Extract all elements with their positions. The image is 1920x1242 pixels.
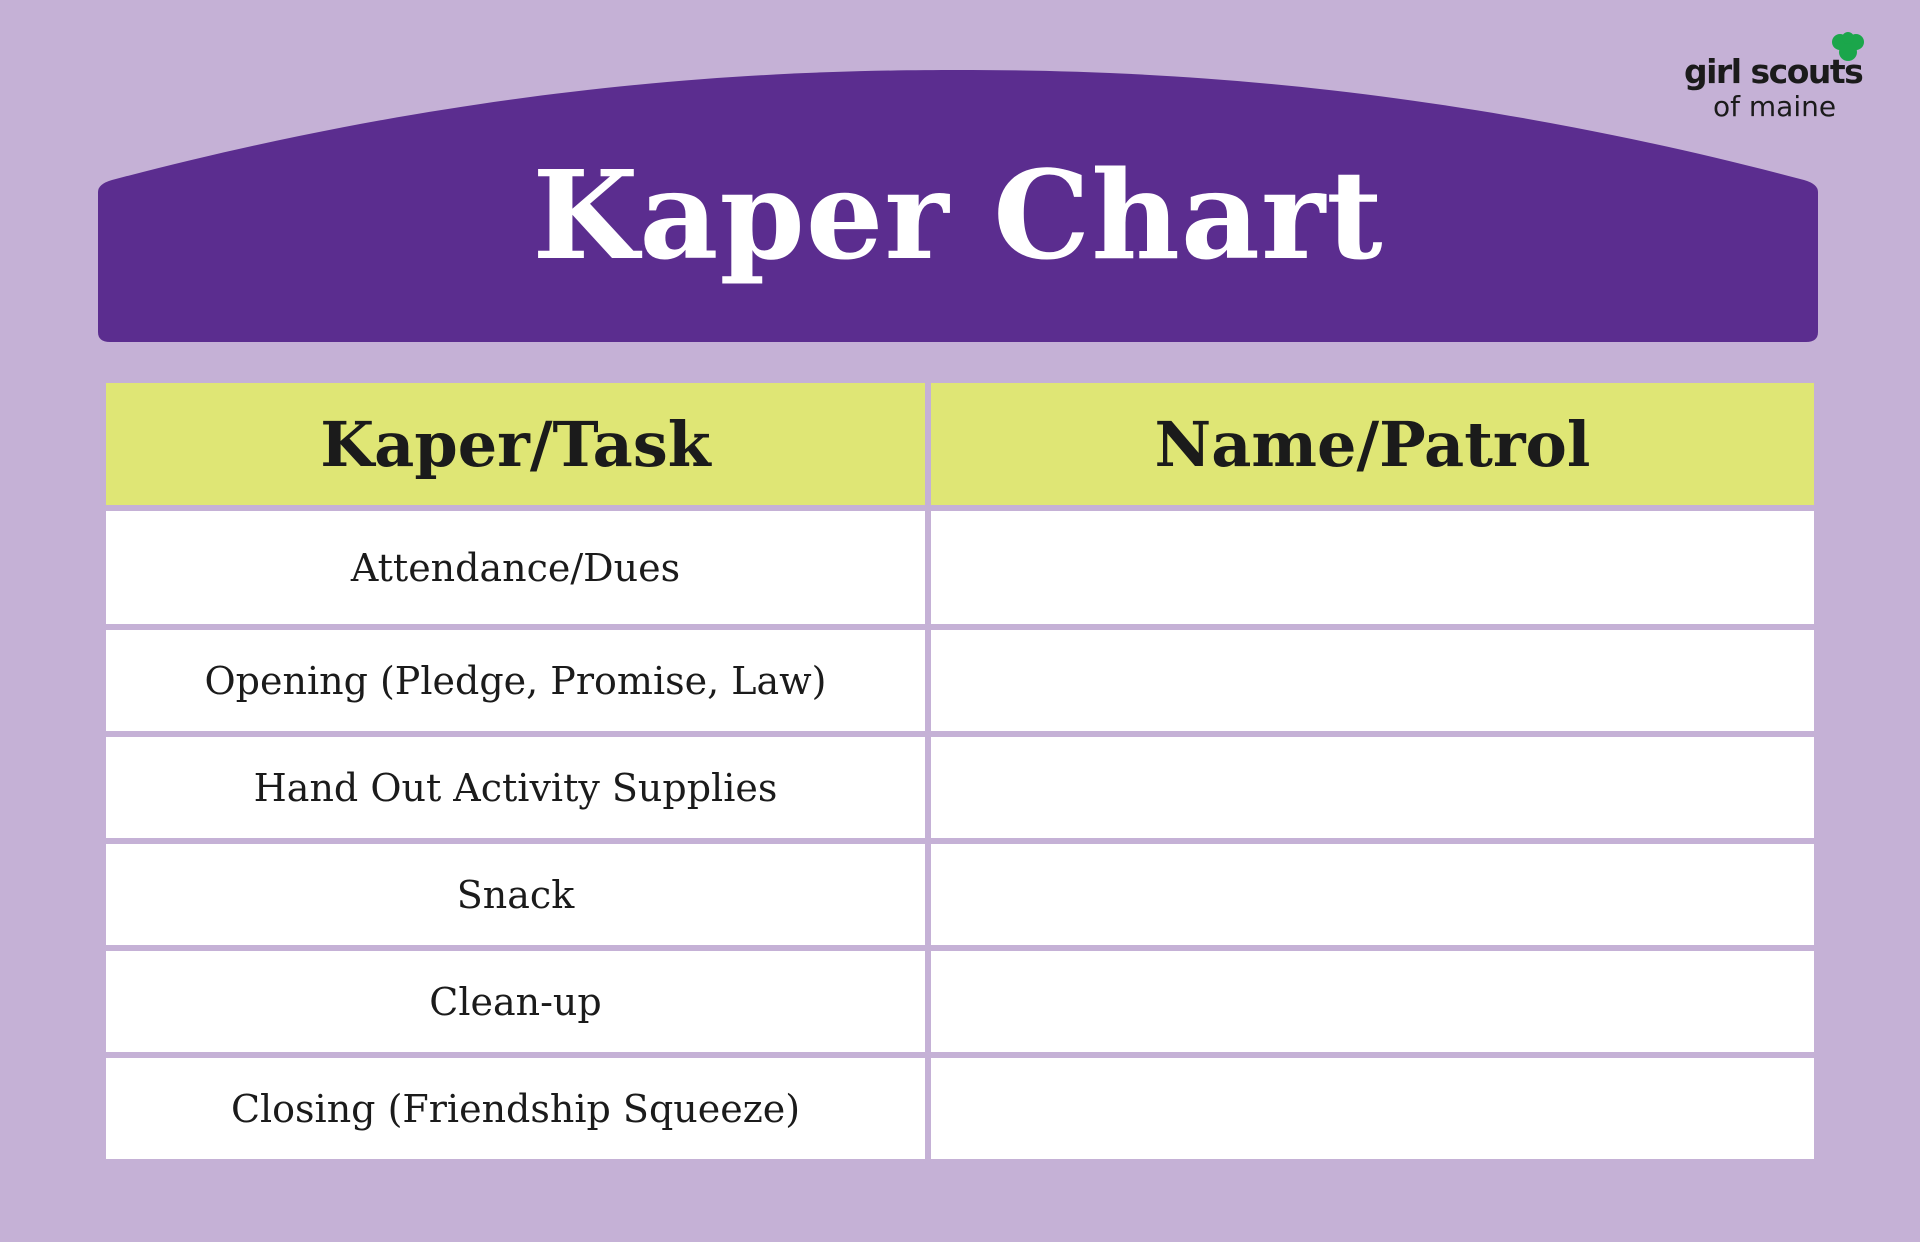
task-cell: Attendance/Dues [106,511,925,624]
kaper-table [106,383,1814,1159]
logo-text-line1: girl scouts [1684,52,1863,91]
name-cell [931,844,1814,945]
page-title: Kaper Chart [532,143,1384,287]
name-cell [931,511,1814,624]
name-cell [931,951,1814,1052]
task-cell: Snack [106,844,925,945]
task-cell: Opening (Pledge, Promise, Law) [106,630,925,731]
header-kaper-task: Kaper/Task [106,383,925,505]
name-cell [931,630,1814,731]
task-cell: Hand Out Activity Supplies [106,737,925,838]
name-cell [931,737,1814,838]
task-cell: Closing (Friendship Squeeze) [106,1058,925,1159]
header-name-patrol: Name/Patrol [931,383,1814,505]
logo-text-line2: of maine [1713,90,1837,123]
name-cell [931,1058,1814,1159]
task-cell: Clean-up [106,951,925,1052]
